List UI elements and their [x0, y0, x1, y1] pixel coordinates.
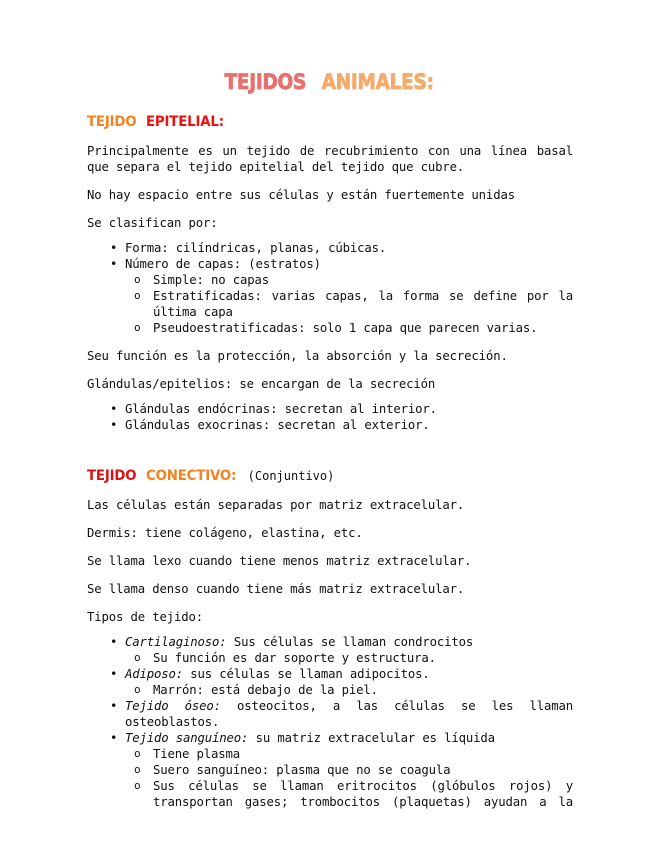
list-item	[87, 401, 573, 417]
circle-bullet-icon: o	[134, 778, 141, 792]
paragraph: No hay espacio entre sus células y están fuertemente unidas	[87, 187, 515, 202]
sublist-item	[125, 272, 573, 288]
sublist-item-label: Estratificadas: varias capas, la forma se define por la última capa	[153, 288, 573, 319]
list-item-term: Tejido sanguíneo:	[125, 730, 249, 745]
sublist-item-label: Suero sanguíneo: plasma que no se coagula	[153, 762, 451, 777]
list-item-label: Glándulas exocrinas: secretan al exterior.	[125, 417, 430, 432]
sublist-item	[125, 778, 573, 826]
paragraph: Seu función es la protección, la absorción y la secreción.	[87, 348, 508, 363]
bullet-icon: •	[110, 240, 118, 255]
sublist-capas	[125, 272, 573, 336]
bullet-icon: •	[110, 698, 118, 713]
list-item-term: Cartilaginoso:	[125, 634, 227, 649]
list-epitelial-clasificacion	[87, 240, 573, 336]
list-item	[87, 256, 573, 336]
list-item	[87, 417, 573, 433]
list-item	[87, 730, 573, 826]
paragraph: Tipos de tejido:	[87, 609, 204, 624]
list-item	[87, 634, 573, 666]
list-item-label: Forma: cilíndricas, planas, cúbicas.	[125, 240, 387, 255]
paragraph: Se clasifican por:	[87, 215, 218, 230]
sublist-item	[125, 288, 573, 320]
circle-bullet-icon: o	[134, 272, 141, 286]
list-item	[87, 666, 573, 698]
sublist-item	[125, 762, 573, 778]
sublist-item-label: Sus células se llaman eritrocitos (glóbulos rojos) y transportan gases; trombocitos (plaquetas) ayudan a la	[153, 778, 573, 809]
section-heading-epitelial-part-2: EPITELIAL:	[145, 114, 224, 130]
list-item	[87, 240, 573, 256]
sublist-item-label: Pseudoestratificadas: solo 1 capa que parecen varias.	[153, 320, 538, 335]
list-item	[87, 698, 573, 730]
section-heading-epitelial	[87, 115, 573, 131]
list-item-label: Sus células se llaman condrocitos	[226, 634, 474, 649]
paragraph: Principalmente es un tejido de recubrimiento con una línea basal que separa el tejido epitelial del tejido que cubre.	[87, 143, 573, 174]
list-item-term: Adiposo:	[125, 666, 184, 681]
sublist-item-label: Su función es dar soporte y estructura.	[153, 650, 436, 665]
section-heading-conectivo-part-1: TEJIDO	[87, 467, 137, 484]
list-item-label: Glándulas endócrinas: secretan al interior.	[125, 401, 437, 416]
sublist-cartilaginoso	[125, 650, 573, 666]
sublist-item	[125, 682, 573, 698]
section-heading-conectivo-part-2: CONECTIVO:	[145, 467, 236, 484]
sublist-item	[125, 746, 573, 762]
document-content	[87, 0, 573, 826]
circle-bullet-icon: o	[134, 682, 141, 696]
list-glandulas	[87, 401, 573, 433]
paragraph: Glándulas/epitelios: se encargan de la secreción	[87, 376, 436, 391]
bullet-icon: •	[110, 401, 118, 416]
section-heading-epitelial-part-1: TEJIDO	[87, 114, 137, 130]
sublist-item	[125, 320, 573, 336]
page-title-part-2: ANIMALES:	[321, 70, 434, 94]
paragraph: Dermis: tiene colágeno, elastina, etc.	[87, 525, 363, 540]
circle-bullet-icon: o	[134, 746, 141, 760]
bullet-icon: •	[110, 634, 118, 649]
sublist-adiposo	[125, 682, 573, 698]
circle-bullet-icon: o	[134, 650, 141, 664]
list-item-term: Tejido óseo:	[125, 698, 221, 713]
section-heading-conectivo	[87, 469, 573, 485]
sublist-item-label: Marrón: está debajo de la piel.	[153, 682, 378, 697]
list-item-label: su matriz extracelular es líquida	[248, 730, 495, 745]
list-item-label: sus células se llaman adipocitos.	[183, 666, 430, 681]
section-heading-conectivo-note: (Conjuntivo)	[247, 468, 335, 483]
paragraph: Se llama lexo cuando tiene menos matriz extracelular.	[87, 553, 472, 568]
bullet-icon: •	[110, 417, 118, 432]
bullet-icon: •	[110, 666, 118, 681]
circle-bullet-icon: o	[134, 288, 141, 302]
bullet-icon: •	[110, 730, 118, 745]
list-tipos-tejido	[87, 634, 573, 826]
sublist-item-label: Simple: no capas	[153, 272, 270, 287]
bullet-icon: •	[110, 256, 118, 271]
sublist-item	[125, 650, 573, 666]
sublist-sanguineo	[125, 746, 573, 826]
circle-bullet-icon: o	[134, 762, 141, 776]
paragraph: Las células están separadas por matriz extracelular.	[87, 497, 465, 512]
circle-bullet-icon: o	[134, 320, 141, 334]
page-title-part-1: TEJIDOS	[224, 70, 306, 94]
sublist-item-label: Tiene plasma	[153, 746, 241, 761]
list-item-label: osteocitos, a las células se les llaman osteoblastos.	[125, 698, 574, 729]
paragraph: Se llama denso cuando tiene más matriz extracelular.	[87, 581, 465, 596]
list-item-label: Número de capas: (estratos)	[125, 256, 321, 271]
page-title	[87, 0, 573, 93]
